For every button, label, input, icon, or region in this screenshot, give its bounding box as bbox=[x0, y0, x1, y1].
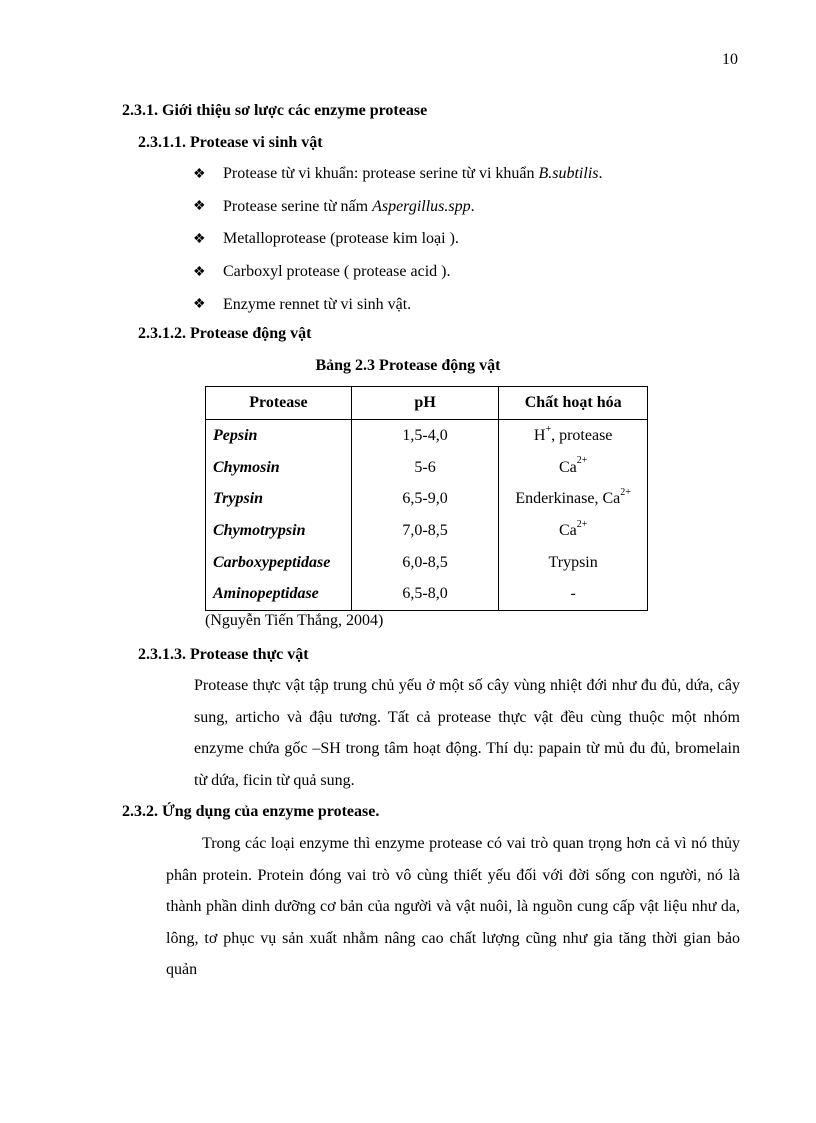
section-heading-2-3-2: 2.3.2. Ứng dụng của enzyme protease. bbox=[122, 803, 380, 820]
bullet-item bbox=[193, 261, 450, 283]
bullet-text: Metalloprotease (protease kim loại ). bbox=[223, 230, 459, 248]
header-activator: Chất hoạt hóa bbox=[499, 387, 648, 420]
ph-cell: 6,5-8,0 bbox=[351, 578, 498, 610]
bullet-text: Protease từ vi khuẩn: protease serine từ vi khuẩn B.subtilis. bbox=[223, 165, 603, 182]
table-row bbox=[206, 420, 648, 452]
application-text: Trong các loại enzyme thì enzyme protease có vai trò quan trọng hơn cả vì nó thủy phân protein. Protein đóng vai trò vô cùng thiết yếu đối với đời sống con người, nó là thành phần dinh dưỡng cơ bản của người và vật nuôi, là nguồn cung cấp vật liệu như da, lông, tơ phục vụ sản xuất nhằm nâng cao chất lượng cũng như gia tăng thời gian bảo quản bbox=[166, 835, 740, 978]
enzyme-name-cell: Pepsin bbox=[206, 420, 352, 452]
diamond-bullet-icon: ❖ bbox=[193, 199, 206, 215]
table-source: (Nguyễn Tiến Thắng, 2004) bbox=[205, 612, 384, 629]
plant-protease-paragraph bbox=[194, 670, 740, 796]
activator-cell: $Ca^{2+}$ bbox=[499, 452, 648, 484]
ph-cell: 1,5-4,0 bbox=[351, 420, 498, 452]
table-row bbox=[206, 515, 648, 547]
table-row bbox=[206, 452, 648, 484]
ph-cell: 6,5-9,0 bbox=[351, 483, 498, 515]
bullet-item bbox=[193, 228, 459, 250]
enzyme-name-cell: Chymotrypsin bbox=[206, 515, 352, 547]
header-ph: pH bbox=[351, 387, 498, 420]
diamond-bullet-icon: ❖ bbox=[193, 297, 206, 313]
bullet-text: Enzyme rennet từ vi sinh vật. bbox=[223, 295, 412, 313]
application-paragraph bbox=[166, 828, 740, 986]
plant-protease-text: Protease thực vật tập trung chủ yếu ở một số cây vùng nhiệt đới như đu đủ, dứa, cây sung, articho và đậu tương. Tất cả protease thực vật đều cùng thuộc một nhóm enzyme chứa gốc –SH trong tâm hoạt động. Thí dụ: papain từ mủ đu đủ, bromelain từ dứa, ficin từ quả sung. bbox=[194, 677, 740, 789]
enzyme-name-cell: Carboxypeptidase bbox=[206, 547, 352, 579]
protease-table bbox=[205, 386, 648, 611]
activator-cell: $Ca^{2+}$ bbox=[499, 515, 648, 547]
diamond-bullet-icon: ❖ bbox=[193, 231, 206, 247]
bullet-item bbox=[193, 163, 603, 185]
bullet-italic-term: B.subtilis bbox=[538, 165, 599, 182]
bullet-italic-term: Aspergillus.spp bbox=[372, 197, 471, 215]
activator-cell: Trypsin bbox=[499, 547, 648, 579]
section-heading-2-3-1: 2.3.1. Giới thiệu sơ lược các enzyme protease bbox=[122, 102, 428, 119]
header-protease: Protease bbox=[206, 387, 352, 420]
diamond-bullet-icon: ❖ bbox=[193, 264, 206, 280]
table-row bbox=[206, 547, 648, 579]
subsection-heading-2-3-1-2: 2.3.1.2. Protease động vật bbox=[138, 325, 312, 342]
enzyme-name-cell: Trypsin bbox=[206, 483, 352, 515]
table-row bbox=[206, 578, 648, 610]
ph-cell: 6,0-8,5 bbox=[351, 547, 498, 579]
bullet-text: Protease serine từ nấm Aspergillus.spp. bbox=[223, 197, 475, 215]
enzyme-name-cell: Chymosin bbox=[206, 452, 352, 484]
table-header-row bbox=[206, 387, 648, 420]
table-row bbox=[206, 483, 648, 515]
diamond-bullet-icon: ❖ bbox=[193, 166, 206, 182]
table-caption: Bảng 2.3 Protease động vật bbox=[315, 357, 501, 374]
ph-cell: 7,0-8,5 bbox=[351, 515, 498, 547]
ph-cell: 5-6 bbox=[351, 452, 498, 484]
activator-cell: H+, protease bbox=[499, 420, 648, 452]
bullet-item bbox=[193, 294, 411, 316]
activator-cell: Enderkinase, $Ca^{2+}$ bbox=[499, 483, 648, 515]
bullet-text: Carboxyl protease ( protease acid ). bbox=[223, 263, 451, 281]
subsection-heading-2-3-1-1: 2.3.1.1. Protease vi sinh vật bbox=[138, 134, 323, 151]
enzyme-name-cell: Aminopeptidase bbox=[206, 578, 352, 610]
activator-cell: - bbox=[499, 578, 648, 610]
subsection-heading-2-3-1-3: 2.3.1.3. Protease thực vật bbox=[138, 646, 309, 663]
page-number: 10 bbox=[722, 51, 738, 68]
bullet-item bbox=[193, 196, 475, 218]
